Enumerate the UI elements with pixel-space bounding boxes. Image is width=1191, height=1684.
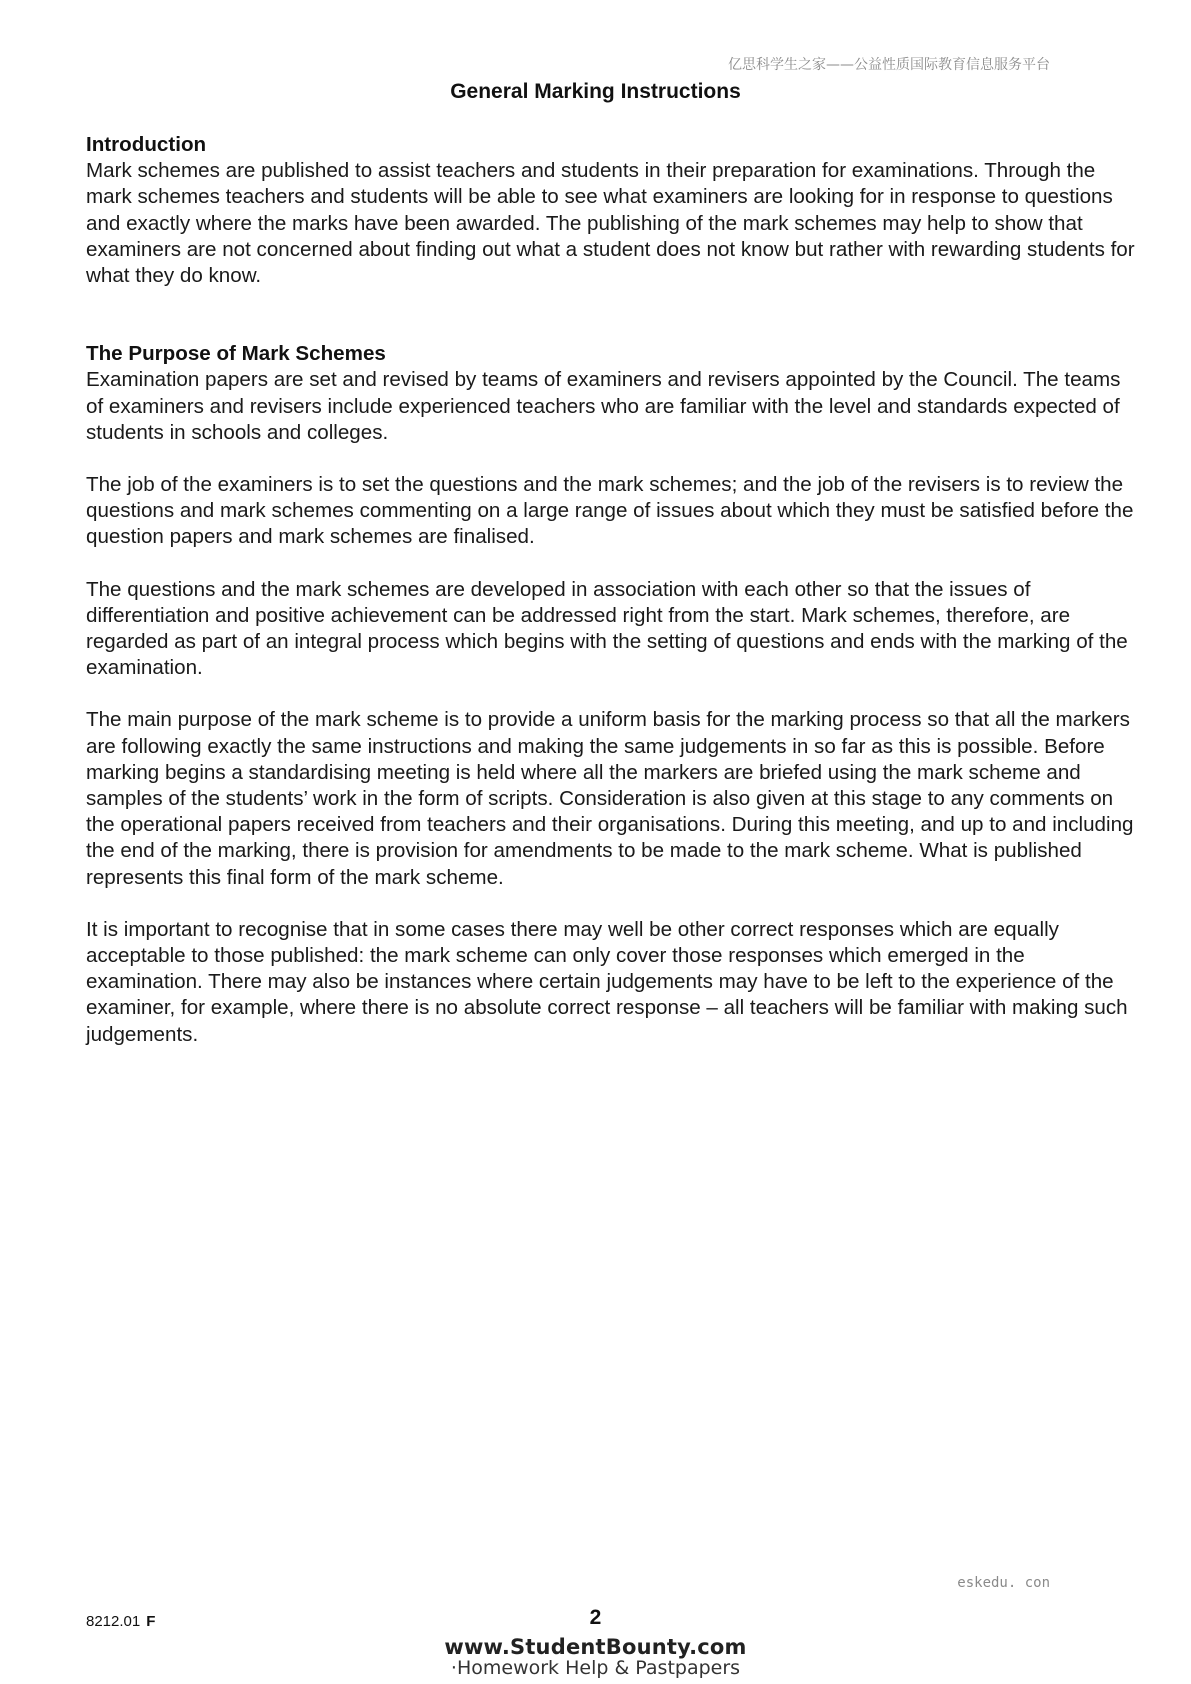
logo-tagline: ·Homework Help & Pastpapers bbox=[450, 1657, 741, 1679]
paragraph: It is important to recognise that in some cases there may well be other correct responses which are equally acceptable to those published: the mark scheme can only cover those responses which emerged in the examination. There may also be instances where certain judgements may have to be left to the experience of the examiner, for example, where there is no absolute correct response – all teachers will be familiar with making such judgements. bbox=[86, 917, 1128, 1046]
section-heading: The Purpose of Mark Schemes bbox=[86, 342, 386, 366]
paper-code-number: 8212.01 bbox=[86, 1613, 141, 1630]
paper-tier: F bbox=[146, 1613, 156, 1630]
page-title: General Marking Instructions bbox=[450, 80, 741, 103]
section-purpose-of-mark-schemes bbox=[86, 341, 1136, 1048]
logo-url: www.StudentBounty.com bbox=[444, 1635, 747, 1659]
studentbounty-logo bbox=[0, 1637, 1191, 1679]
paragraph: The main purpose of the mark scheme is to provide a uniform basis for the marking process so that all the markers are following exactly the same instructions and making the same judgements in so far as this is possible. Before marking begins a standardising meeting is held where all the markers are briefed using the mark scheme and samples of the students’ work in the form of scripts. Consideration is also given at this stage to any comments on the operational papers received from teachers and their organisations. During this meeting, and up to and including the end of the marking, there is provision for amendments to be made to the mark scheme. What is published represents this final form of the mark scheme. bbox=[86, 708, 1134, 889]
footer-watermark: eskedu. con bbox=[957, 1575, 1050, 1591]
document-body bbox=[86, 132, 1136, 1048]
paragraph: Examination papers are set and revised by teams of examiners and revisers appointed by the Council. The teams of examiners and revisers include experienced teachers who are familiar with the level and standards expected of students in schools and colleges. bbox=[86, 368, 1121, 444]
header-watermark: 亿思科学生之家——公益性质国际教育信息服务平台 bbox=[728, 57, 1050, 73]
section-heading: Introduction bbox=[86, 133, 207, 156]
paragraph: Mark schemes are published to assist teachers and students in their preparation for examinations. Through the mark schemes teachers and students will be able to see what examiners are looking for in response to questions and exactly where the marks have been awarded. The publishing of the mark schemes may help to show that examiners are not concerned about finding out what a student does not know but rather with rewarding students for what they do know. bbox=[86, 159, 1135, 288]
paragraph: The questions and the mark schemes are developed in association with each other so that the issues of differentiation and positive achievement can be addressed right from the start. Mark schemes, therefore, are regarded as part of an integral process which begins with the setting of questions and ends with the marking of the examination. bbox=[86, 577, 1128, 680]
paragraph: The job of the examiners is to set the questions and the mark schemes; and the job of the revisers is to review the questions and mark schemes commenting on a large range of issues about which they must be satisfied before the question papers and mark schemes are finalised. bbox=[86, 473, 1134, 549]
section-introduction bbox=[86, 132, 1136, 289]
page-number: 2 bbox=[589, 1606, 602, 1629]
